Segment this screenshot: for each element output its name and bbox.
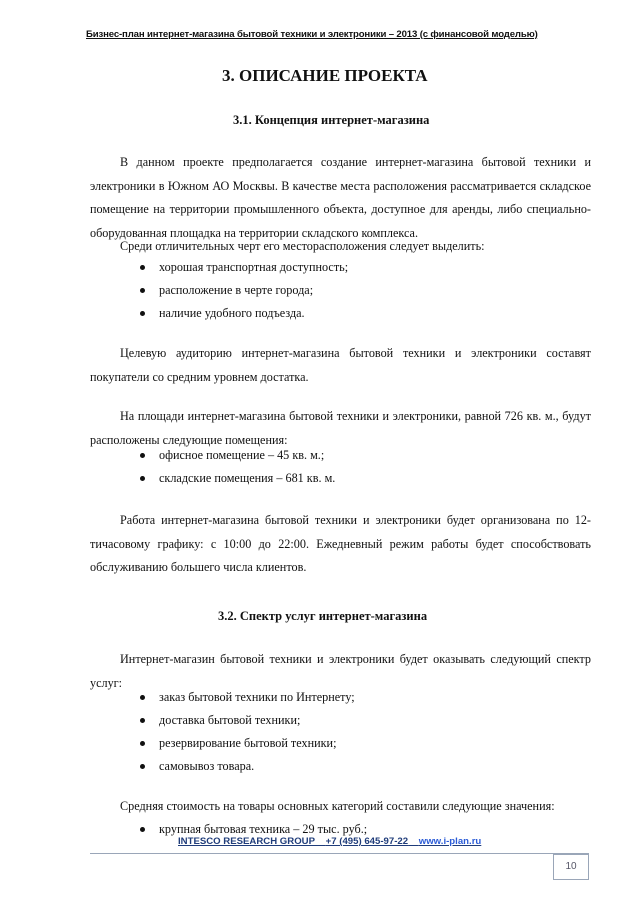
document-header: Бизнес-план интернет-магазина бытовой техники и электроники – 2013 (с финансовой моделью) (86, 29, 538, 40)
paragraph-prices: Средняя стоимость на товары основных категорий составили следующие значения: (120, 799, 555, 813)
bullet-icon (140, 764, 145, 769)
subsection-title-services: 3.2. Спектр услуг интернет-магазина (218, 609, 428, 623)
list-item: заказ бытовой техники по Интернету; (140, 690, 355, 705)
paragraph-area: На площади интернет-магазина бытовой техники и электроники, равной 726 кв. м., будут расположены следующие помещения: (90, 409, 591, 447)
paragraph-schedule: Работа интернет-магазина бытовой техники и электроники будет организована по 12-тичасовому графику: с 10:00 до 22:00. Ежедневный режим работы будет способствовать обслуживанию большего числа клиентов. (90, 513, 591, 574)
list-item: наличие удобного подъезда. (140, 306, 305, 321)
footer-divider (90, 853, 589, 854)
footer-company: INTESCO RESEARCH GROUP (178, 836, 315, 847)
bullet-icon (140, 453, 145, 458)
bullet-icon (140, 288, 145, 293)
bullet-icon (140, 311, 145, 316)
bullet-icon (140, 741, 145, 746)
paragraph-concept: В данном проекте предполагается создание интернет-магазина бытовой техники и электроники в Южном АО Москвы. В качестве места расположения рассматривается складское помещение на территории промышленного объекта, доступное для аренды, либо специально-оборудованная площадка на территории складского комплекса. (90, 155, 591, 240)
section-title: 3. ОПИСАНИЕ ПРОЕКТА (222, 66, 428, 85)
paragraph-location-features: Среди отличительных черт его месторасположения следует выделить: (120, 239, 485, 253)
list-item: складские помещения – 681 кв. м. (140, 471, 335, 486)
subsection-title-concept: 3.1. Концепция интернет-магазина (233, 113, 430, 127)
page-number: 10 (553, 854, 589, 880)
bullet-icon (140, 695, 145, 700)
list-item: хорошая транспортная доступность; (140, 260, 348, 275)
bullet-icon (140, 827, 145, 832)
list-item: офисное помещение – 45 кв. м.; (140, 448, 324, 463)
bullet-icon (140, 476, 145, 481)
bullet-icon (140, 718, 145, 723)
bullet-icon (140, 265, 145, 270)
document-footer (178, 836, 481, 847)
list-item: доставка бытовой техники; (140, 713, 300, 728)
paragraph-audience: Целевую аудиторию интернет-магазина бытовой техники и электроники составят покупатели со средним уровнем достатка. (90, 346, 591, 384)
list-item: крупная бытовая техника – 29 тыс. руб.; (140, 822, 367, 837)
paragraph-services: Интернет-магазин бытовой техники и электроники будет оказывать следующий спектр услуг: (90, 652, 591, 690)
footer-phone: +7 (495) 645-97-22 (325, 836, 409, 847)
footer-website-link[interactable]: www.i-plan.ru (418, 836, 482, 847)
list-item: расположение в черте города; (140, 283, 313, 298)
list-item: самовывоз товара. (140, 759, 254, 774)
list-item: резервирование бытовой техники; (140, 736, 336, 751)
